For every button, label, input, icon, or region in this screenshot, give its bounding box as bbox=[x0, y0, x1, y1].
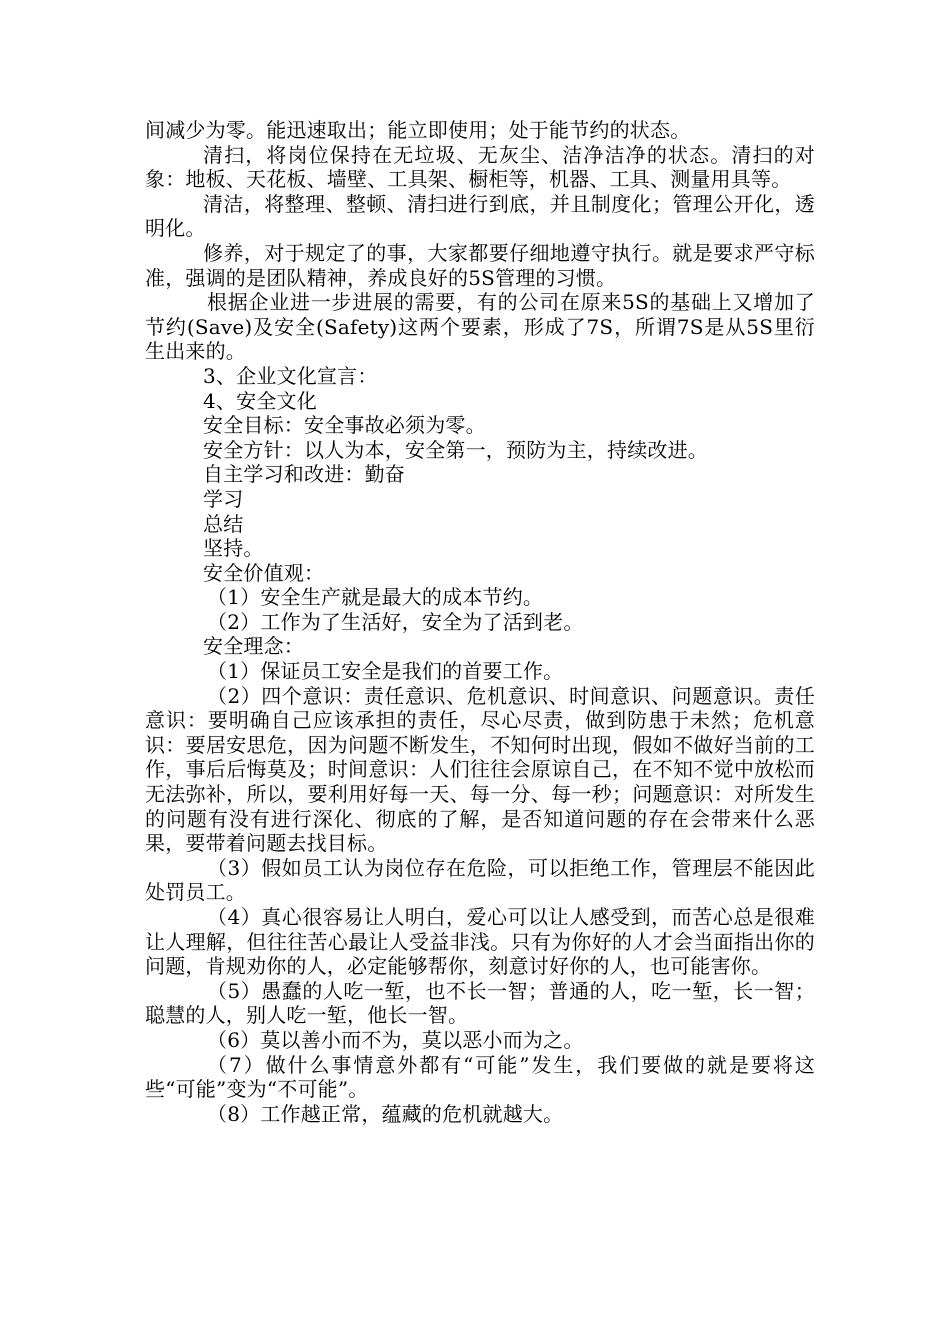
paragraph: 修养，对于规定了的事，大家都要仔细地遵守执行。就是要求严守标准，强调的是团队精神，养成良好的5S管理的习惯。 bbox=[145, 240, 815, 290]
list-item: （1）保证员工安全是我们的首要工作。 bbox=[207, 659, 564, 684]
paragraph: 间减少为零。能迅速取出；能立即使用；处于能节约的状态。 bbox=[145, 118, 691, 142]
list-item: （2）四个意识：责任意识、危机意识、时间意识、问题意识。责任意识：要明确自己应该承担的责任，尽心尽责，做到防患于未然；危机意识：要居安思危，因为问题不断发生，不知何时出现，假如不做好当前的工作，事后后悔莫及；时间意识：人们往往会原谅自己，在不知不觉中放松而无法弥补，所以，要利用好每一天、每一分、每一秒；问题意识：对所发生的问题有没有进行深化、彻底的了解，是否知道问题的存在会带来什么恶果，要带着问题去找目标。 bbox=[145, 683, 815, 856]
list-item: （2）工作为了生活好，安全为了活到老。 bbox=[207, 609, 584, 634]
list-item: （3）假如员工认为岗位存在危险，可以拒绝工作，管理层不能因此处罚员工。 bbox=[145, 855, 815, 905]
paragraph: 自主学习和改进：勤奋 bbox=[203, 462, 405, 487]
paragraph: 清洁，将整理、整顿、清扫进行到底，并且制度化；管理公开化，透明化。 bbox=[145, 191, 815, 241]
list-item: （7）做什么事情意外都有“可能”发生，我们要做的就是要将这些“可能”变为“不可能”。 bbox=[145, 1052, 815, 1102]
paragraph: 学习 bbox=[203, 486, 244, 511]
paragraph: 总结 bbox=[203, 511, 244, 536]
paragraph: 坚持。 bbox=[203, 536, 264, 561]
paragraph: 安全理念： bbox=[203, 634, 304, 659]
paragraph: 安全价值观： bbox=[203, 560, 325, 585]
paragraph: 安全目标：安全事故必须为零。 bbox=[203, 413, 486, 438]
list-item: （1）安全生产就是最大的成本节约。 bbox=[207, 585, 544, 610]
list-item: （5）愚蠢的人吃一堑，也不长一智；普通的人，吃一堑，长一智；聪慧的人，别人吃一堑，他长一智。 bbox=[145, 978, 815, 1028]
list-item: （4）真心很容易让人明白，爱心可以让人感受到，而苦心总是很难让人理解，但往往苦心最让人受益非浅。只有为你好的人才会当面指出你的问题，肯规劝你的人，必定能够帮你，刻意讨好你的人，也可能害你。 bbox=[145, 905, 815, 979]
paragraph: 根据企业进一步进展的需要，有的公司在原来5S的基础上又增加了节约(Save)及安全(Safety)这两个要素，形成了7S，所谓7S是从5S里衍生出来的。 bbox=[145, 290, 815, 364]
list-item: （6）莫以善小而不为，莫以恶小而为之。 bbox=[207, 1027, 584, 1052]
section-heading: 4、安全文化 bbox=[203, 388, 317, 413]
document-body bbox=[145, 118, 815, 1126]
list-item: （8）工作越正常，蕴藏的危机就越大。 bbox=[207, 1101, 564, 1126]
paragraph: 安全方针：以人为本，安全第一，预防为主，持续改进。 bbox=[203, 437, 708, 462]
section-heading: 3、企业文化宣言： bbox=[203, 363, 378, 388]
paragraph: 清扫，将岗位保持在无垃圾、无灰尘、洁净洁净的状态。清扫的对象：地板、天花板、墙壁、工具架、橱柜等，机器、工具、测量用具等。 bbox=[145, 142, 815, 192]
